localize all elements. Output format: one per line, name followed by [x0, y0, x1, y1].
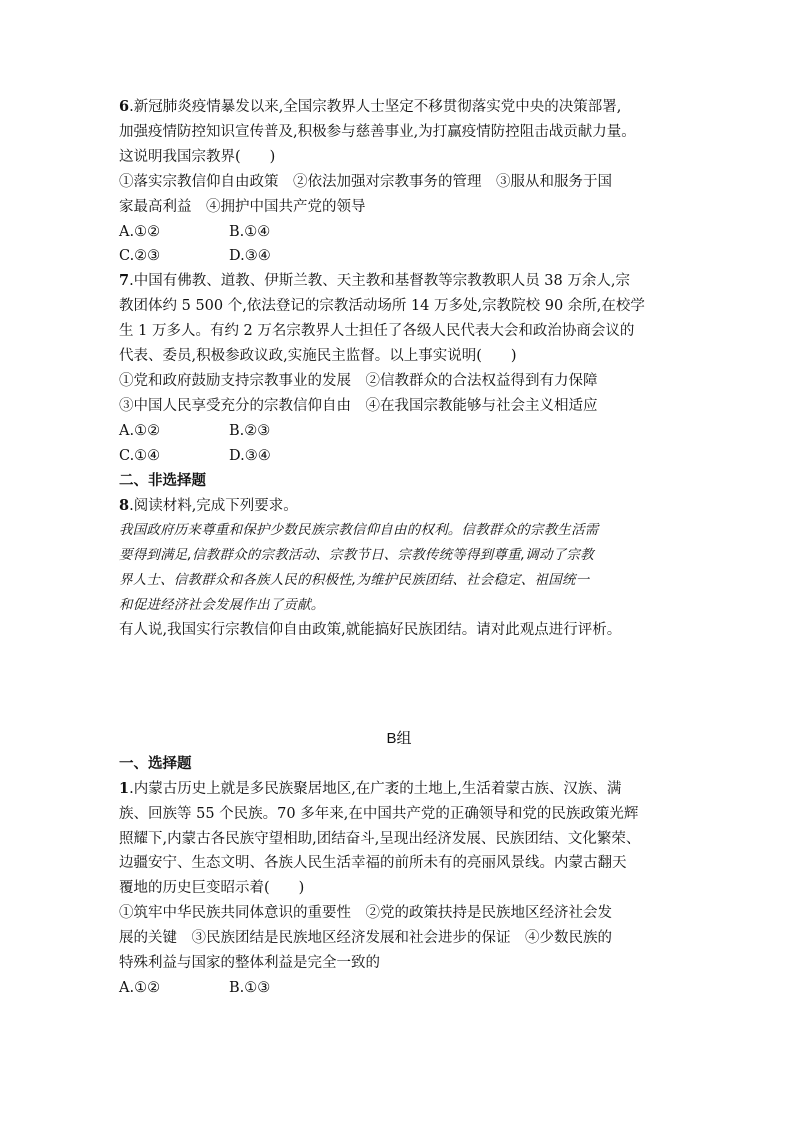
question-stem-line: 教团体约 5 500 个,依法登记的宗教活动场所 14 万多处,宗教院校 90 余所,在校学: [119, 298, 645, 315]
question-stem-line: 覆地的历史巨变昭示着( ): [119, 880, 305, 897]
statement-items-line: ①筑牢中华民族共同体意识的重要性 ②党的政策扶持是民族地区经济社会发: [119, 905, 612, 922]
question-number: 1: [119, 779, 130, 797]
material-line: 要得到满足,信教群众的宗教活动、宗教节日、宗教传统等得到尊重,调动了宗教: [119, 547, 594, 564]
statement-items-line: 特殊利益与国家的整体利益是完全一致的: [119, 955, 380, 972]
question-stem-line: 族、回族等 55 个民族。70 多年来,在中国共产党的正确领导和党的民族政策光辉: [119, 805, 639, 822]
question-stem-line: 加强疫情防控知识宣传普及,积极参与慈善事业,为打赢疫情防控阻击战贡献力量。: [119, 123, 636, 140]
document-page: [119, 95, 679, 1001]
group-title: B组: [386, 729, 412, 747]
answer-options-row: [119, 419, 679, 444]
answer-options-row: [119, 444, 679, 469]
question-stem-line: 代表、委员,积极参政议政,实施民主监督。以上事实说明( ): [119, 348, 517, 365]
answer-options-row: [119, 976, 679, 1001]
statement-items-line: ③中国人民享受充分的宗教信仰自由 ④在我国宗教能够与社会主义相适应: [119, 397, 598, 414]
option-b: B.②③: [229, 422, 271, 439]
option-b: B.①④: [229, 223, 271, 240]
answer-options-row: [119, 220, 679, 245]
question-stem-line: 8.阅读材料,完成下列要求。: [119, 496, 298, 514]
section-heading: 一、选择题: [119, 754, 192, 772]
option-d: D.③④: [229, 248, 271, 265]
question-stem-line: 生 1 万多人。有约 2 万名宗教界人士担任了各级人民代表大会和政治协商会议的: [119, 323, 635, 340]
material-line: 我国政府历来尊重和保护少数民族宗教信仰自由的权利。信教群众的宗教生活需: [119, 522, 599, 539]
material-line: 和促进经济社会发展作出了贡献。: [119, 597, 325, 614]
question-7: [119, 269, 679, 468]
option-c: C.②③: [119, 248, 161, 265]
option-b: B.①③: [229, 980, 271, 996]
question-stem-line: 边疆安宁、生态文明、各族人民生活幸福的前所未有的亮丽风景线。内蒙古翻天: [119, 855, 627, 872]
option-a: A.①②: [119, 422, 161, 439]
statement-items-line: ①党和政府鼓励支持宗教事业的发展 ②信教群众的合法权益得到有力保障: [119, 372, 598, 389]
question-stem-line: 6.新冠肺炎疫情暴发以来,全国宗教界人士坚定不移贯彻落实党中央的决策部署,: [119, 98, 622, 115]
section-heading: 二、非选择题: [119, 471, 206, 489]
material-line: 界人士、信教群众和各族人民的积极性,为维护民族团结、社会稳定、祖国统一: [119, 572, 590, 589]
question-stem-line: 7.中国有佛教、道教、伊斯兰教、天主教和基督教等宗教教职人员 38 万余人,宗: [119, 272, 630, 290]
statement-items-line: 展的关键 ③民族团结是民族地区经济发展和社会进步的保证 ④少数民族的: [119, 930, 612, 947]
question-stem-line: 这说明我国宗教界( ): [119, 148, 276, 165]
statement-items-line: ①落实宗教信仰自由政策 ②依法加强对宗教事务的管理 ③服从和服务于国: [119, 173, 612, 190]
question-number: 6: [119, 98, 130, 115]
question-6: [119, 95, 679, 269]
question-stem-line: 照耀下,内蒙古各民族守望相助,团结奋斗,呈现出经济发展、民族团结、文化繁荣、: [119, 830, 641, 847]
option-c: C.①④: [119, 447, 161, 464]
question-b1: [119, 777, 679, 1001]
question-stem-line: 1.内蒙古历史上就是多民族聚居地区,在广袤的土地上,生活着蒙古族、汉族、满: [119, 779, 622, 797]
question-prompt: 有人说,我国实行宗教信仰自由政策,就能搞好民族团结。请对此观点进行评析。: [119, 622, 622, 639]
option-a: A.①②: [119, 980, 161, 996]
option-d: D.③④: [229, 447, 271, 464]
question-8: [119, 494, 679, 643]
question-number: 7: [119, 272, 130, 290]
question-number: 8: [119, 496, 130, 514]
answer-options-row: [119, 244, 679, 269]
statement-items-line: 家最高利益 ④拥护中国共产党的领导: [119, 198, 366, 215]
option-a: A.①②: [119, 223, 161, 240]
